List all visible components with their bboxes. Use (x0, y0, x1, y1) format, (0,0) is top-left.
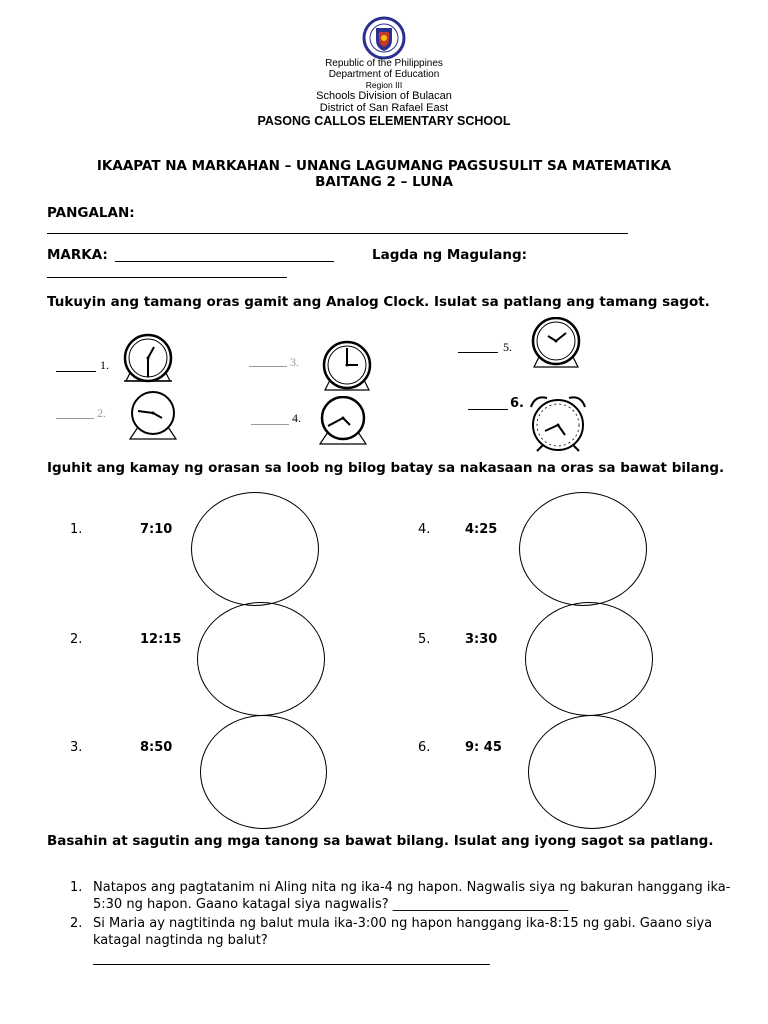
clock-icon-5 (528, 317, 584, 369)
drawing-circle-1[interactable] (191, 492, 319, 606)
draw-item-time-6: 9: 45 (465, 740, 502, 755)
header-division: Schools Division of Bulacan (316, 90, 452, 102)
drawing-circle-3[interactable] (200, 715, 327, 829)
clock-icon-2 (126, 391, 180, 441)
lagda-line[interactable] (47, 277, 287, 278)
pangalan-label: PANGALAN: (47, 205, 135, 221)
draw-item-num-2: 2. (70, 632, 83, 647)
question-num-2: 2. (70, 916, 83, 931)
item-label-1: 1. (100, 358, 109, 372)
header-department: Department of Education (328, 69, 440, 80)
drawing-circle-6[interactable] (528, 715, 656, 829)
draw-item-num-3: 3. (70, 740, 83, 755)
clock-icon-3 (319, 340, 375, 392)
lagda-label: Lagda ng Magulang: (372, 247, 528, 263)
draw-item-num-6: 6. (418, 740, 431, 755)
draw-item-time-5: 3:30 (465, 632, 498, 647)
answer-line-q2[interactable] (93, 964, 490, 965)
drawing-circle-4[interactable] (519, 492, 647, 606)
part1-instruction: Tukuyin ang tamang oras gamit ang Analog Clock. Isulat sa patlang ang tamang sagot. (47, 294, 710, 310)
deped-seal (355, 16, 413, 60)
draw-item-num-4: 4. (418, 522, 431, 537)
exam-title: IKAAPAT NA MARKAHAN – UNANG LAGUMANG PAGSUSULIT SA MATEMATIKA (96, 158, 672, 174)
draw-item-time-3: 8:50 (140, 740, 173, 755)
question-text-2: Si Maria ay nagtitinda ng balut mula ika-3:00 ng hapon hanggang ika-8:15 ng gabi. Gaano siya katagal nagtinda ng balut? (93, 916, 713, 948)
item-label-3: 3. (290, 355, 299, 369)
part2-instruction: Iguhit ang kamay ng orasan sa loob ng bilog batay sa nakasaan na oras sa bawat bilang. (47, 460, 725, 476)
exam-subtitle: BAITANG 2 – LUNA (315, 174, 453, 190)
drawing-circle-5[interactable] (525, 602, 653, 716)
answer-line-5[interactable] (458, 352, 498, 353)
marka-label: MARKA: (47, 247, 108, 263)
draw-item-num-1: 1. (70, 522, 83, 537)
answer-line-4[interactable] (251, 424, 289, 425)
header-republic: Republic of the Philippines (325, 58, 443, 69)
item-label-5: 5. (503, 340, 512, 354)
draw-item-time-4: 4:25 (465, 522, 498, 537)
draw-item-time-1: 7:10 (140, 522, 173, 537)
marka-line[interactable] (115, 261, 334, 262)
draw-item-time-2: 12:15 (140, 632, 182, 647)
question-num-1: 1. (70, 880, 83, 895)
alarm-clock-icon-6 (527, 393, 589, 453)
header-region: Region III (365, 80, 403, 90)
question-2 (70, 915, 730, 951)
item-label-4: 4. (292, 411, 301, 425)
pangalan-line[interactable] (47, 233, 628, 234)
clock-icon-4 (316, 396, 370, 446)
clock-icon-1 (120, 333, 176, 387)
item-label-2: 2. (97, 406, 106, 420)
draw-item-num-5: 5. (418, 632, 431, 647)
item-label-6: 6. (510, 396, 524, 411)
header-district: District of San Rafael East (319, 102, 449, 114)
answer-line-6[interactable] (468, 409, 508, 410)
answer-line-1[interactable] (56, 371, 96, 372)
school-name: PASONG CALLOS ELEMENTARY SCHOOL (257, 114, 511, 128)
answer-line-2[interactable] (56, 418, 94, 419)
question-1 (70, 879, 730, 915)
question-text-1: Natapos ang pagtatanim ni Aling nita ng ika-4 ng hapon. Nagwalis siya ng bakuran hanggang ika-5:30 ng hapon. Gaano katagal siya nagwalis? ___________________________ (93, 880, 731, 912)
part3-instruction: Basahin at sagutin ang mga tanong sa bawat bilang. Isulat ang iyong sagot sa patlang. (47, 833, 714, 849)
answer-line-3[interactable] (249, 366, 287, 367)
drawing-circle-2[interactable] (197, 602, 325, 716)
